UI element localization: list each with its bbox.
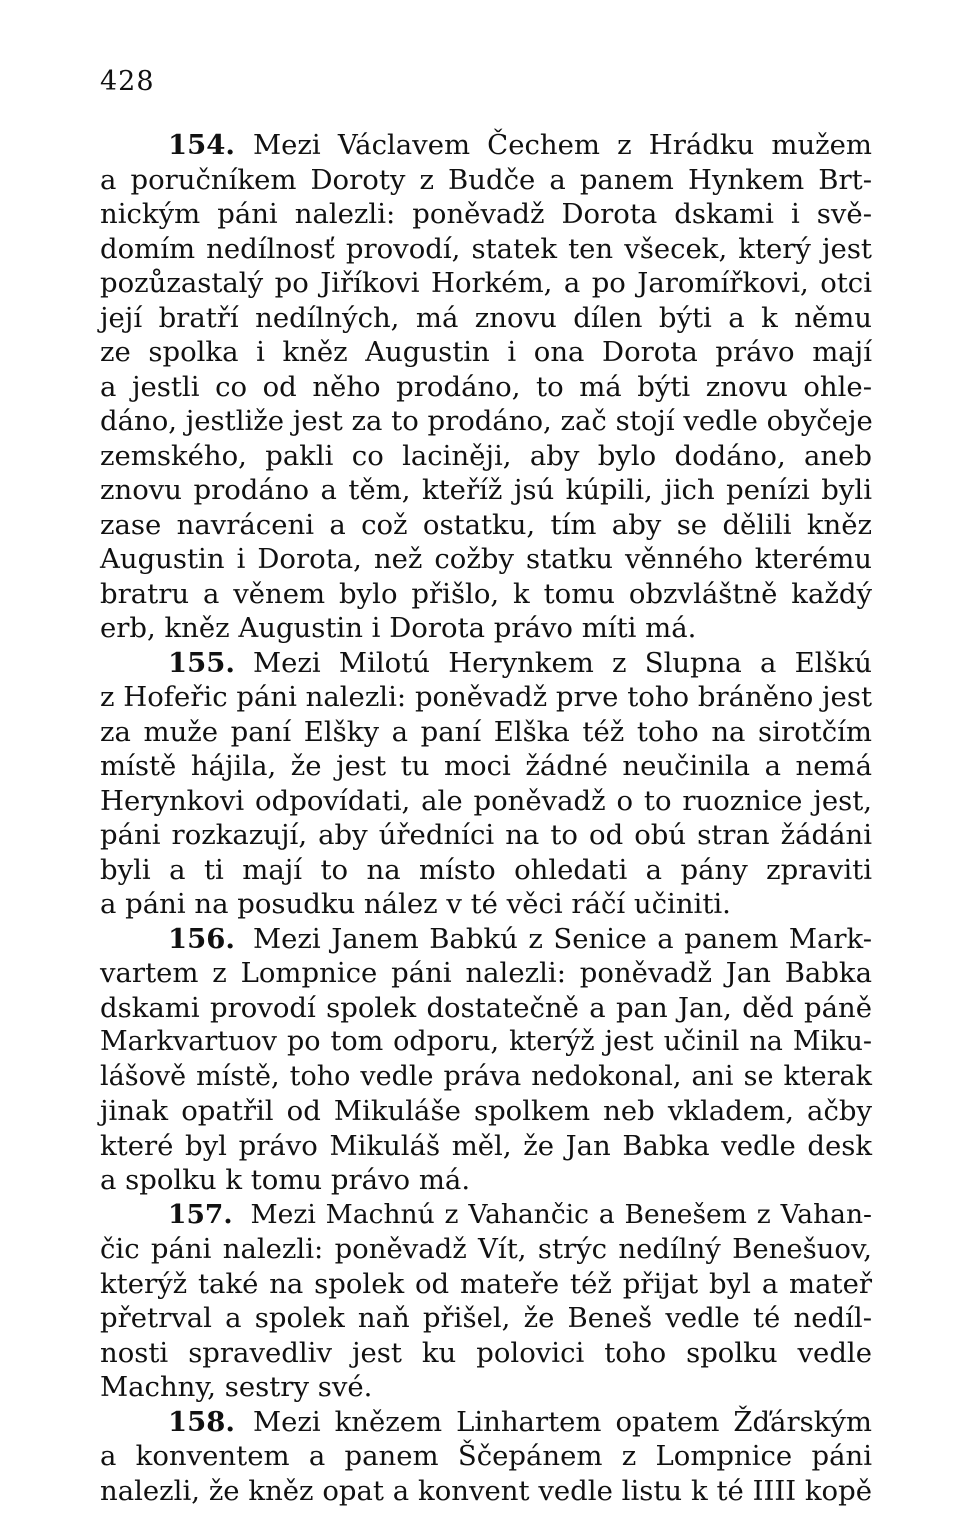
text-line: a poručníkem Doroty z Budče a panem Hynkem Brt-: [100, 163, 872, 196]
text-line: erb, kněz Augustin i Dorota právo míti má.: [100, 612, 697, 644]
text-line: [100, 1405, 872, 1440]
text-line: za muže paní Elšky a paní Elška též toho na sirotčím: [100, 715, 872, 748]
section-number: 154.: [168, 129, 235, 161]
text-line: lášově místě, toho vedle práva nedokonal, ani se kterak: [100, 1060, 872, 1092]
text-line: přetrval a spolek naň přišel, že Beneš vedle té nedíl-: [100, 1302, 872, 1334]
section-155: [100, 646, 872, 922]
text-line: a konventem a panem Ščepánem z Lompnice páni: [100, 1440, 872, 1472]
text-line: které byl právo Mikuláš měl, že Jan Babka vedle desk: [100, 1129, 872, 1162]
text-line: a jestli co od něho prodáno, to má býti znovu ohle-: [100, 370, 872, 403]
line-text: Mezi Milotú Herynkem z Slupna a Elškú: [252, 646, 872, 679]
section-number: 155.: [168, 646, 235, 679]
text-line: Augustin i Dorota, než cožby statku věnného kterému: [100, 543, 872, 575]
section-number: 157.: [168, 1198, 233, 1230]
text-line: dáno, jestliže jest za to prodáno, zač stojí vedle obyčeje: [100, 405, 873, 437]
text-line: znovu prodáno a těm, kteříž jsú kúpili, jich penízi byli: [100, 474, 872, 506]
text-line: její bratří nedílných, má znovu dílen býti a k němu: [100, 301, 872, 334]
text-line: byli a ti mají to na místo ohledati a pány zpraviti: [100, 853, 872, 886]
text-line: vartem z Lompnice páni nalezli: poněvadž Jan Babka: [100, 957, 872, 989]
line-text: Mezi Janem Babkú z Senice a panem Mark-: [252, 922, 872, 955]
text-line: Markvartuov po tom odporu, kterýž jest učinil na Miku-: [100, 1026, 872, 1057]
text-line: nalezli, že kněz opat a konvent vedle listu k té IIII kopě: [100, 1474, 872, 1507]
text-line: a páni na posudku nález v té věci ráčí učiniti.: [100, 888, 731, 920]
text-line: místě hájila, že jest tu moci žádné neučinila a nemá: [100, 750, 872, 782]
section-154: [100, 128, 872, 646]
text-line: Herynkovi odpovídati, ale poněvadž o to ruoznice jest,: [100, 784, 872, 817]
text-line: nickým páni nalezli: poněvadž Dorota dskami i svě-: [100, 198, 872, 230]
text-line: domím nedílnosť provodí, statek ten všecek, který jest: [100, 232, 872, 265]
section-156: [100, 922, 872, 1198]
text-line: čic páni nalezli: poněvadž Vít, strýc nedílný Benešuov,: [100, 1233, 872, 1265]
body-text: [100, 128, 872, 1508]
text-line: kterýž také na spolek od mateře též přijat byl a mateř: [100, 1267, 872, 1300]
line-text: Mezi knězem Linhartem opatem Žďárským: [252, 1405, 872, 1438]
section-157: [100, 1198, 872, 1405]
text-line: [100, 646, 872, 681]
text-line: dskami provodí spolek dostatečně a pan Jan, děd páně: [100, 991, 872, 1024]
section-number: 156.: [168, 922, 235, 955]
text-line: jinak opatřil od Mikuláše spolkem neb vkladem, ačby: [100, 1095, 872, 1127]
text-line: a spolku k tomu právo má.: [100, 1164, 471, 1196]
text-line: ze spolka i kněz Augustin i ona Dorota právo mají: [100, 336, 872, 368]
text-line: [100, 1198, 872, 1233]
text-line: [100, 922, 872, 957]
line-text: Mezi Václavem Čechem z Hrádku mužem: [252, 129, 872, 161]
section-158: [100, 1405, 872, 1509]
text-line: páni rozkazují, aby úředníci na to od obú stran žádáni: [100, 819, 872, 851]
text-line: Machny, sestry své.: [100, 1371, 373, 1403]
text-line: zase navráceni a což ostatku, tím aby se dělili kněz: [100, 508, 872, 541]
text-line: nosti spravedliv jest ku polovici toho spolku vedle: [100, 1336, 872, 1369]
text-line: [100, 128, 872, 163]
line-text: Mezi Machnú z Vahančic a Benešem z Vahan-: [250, 1198, 872, 1230]
page-number: 428: [100, 66, 155, 97]
text-line: zemského, pakli co laciněji, aby bylo dodáno, aneb: [100, 439, 872, 472]
text-line: bratru a věnem bylo přišlo, k tomu obzvláštně každý: [100, 577, 872, 610]
section-number: 158.: [168, 1405, 235, 1438]
text-line: pozůzastalý po Jiříkovi Horkém, a po Jaromířkovi, otci: [100, 267, 872, 299]
text-line: z Hofeřic páni nalezli: poněvadž prve toho bráněno jest: [100, 681, 872, 713]
